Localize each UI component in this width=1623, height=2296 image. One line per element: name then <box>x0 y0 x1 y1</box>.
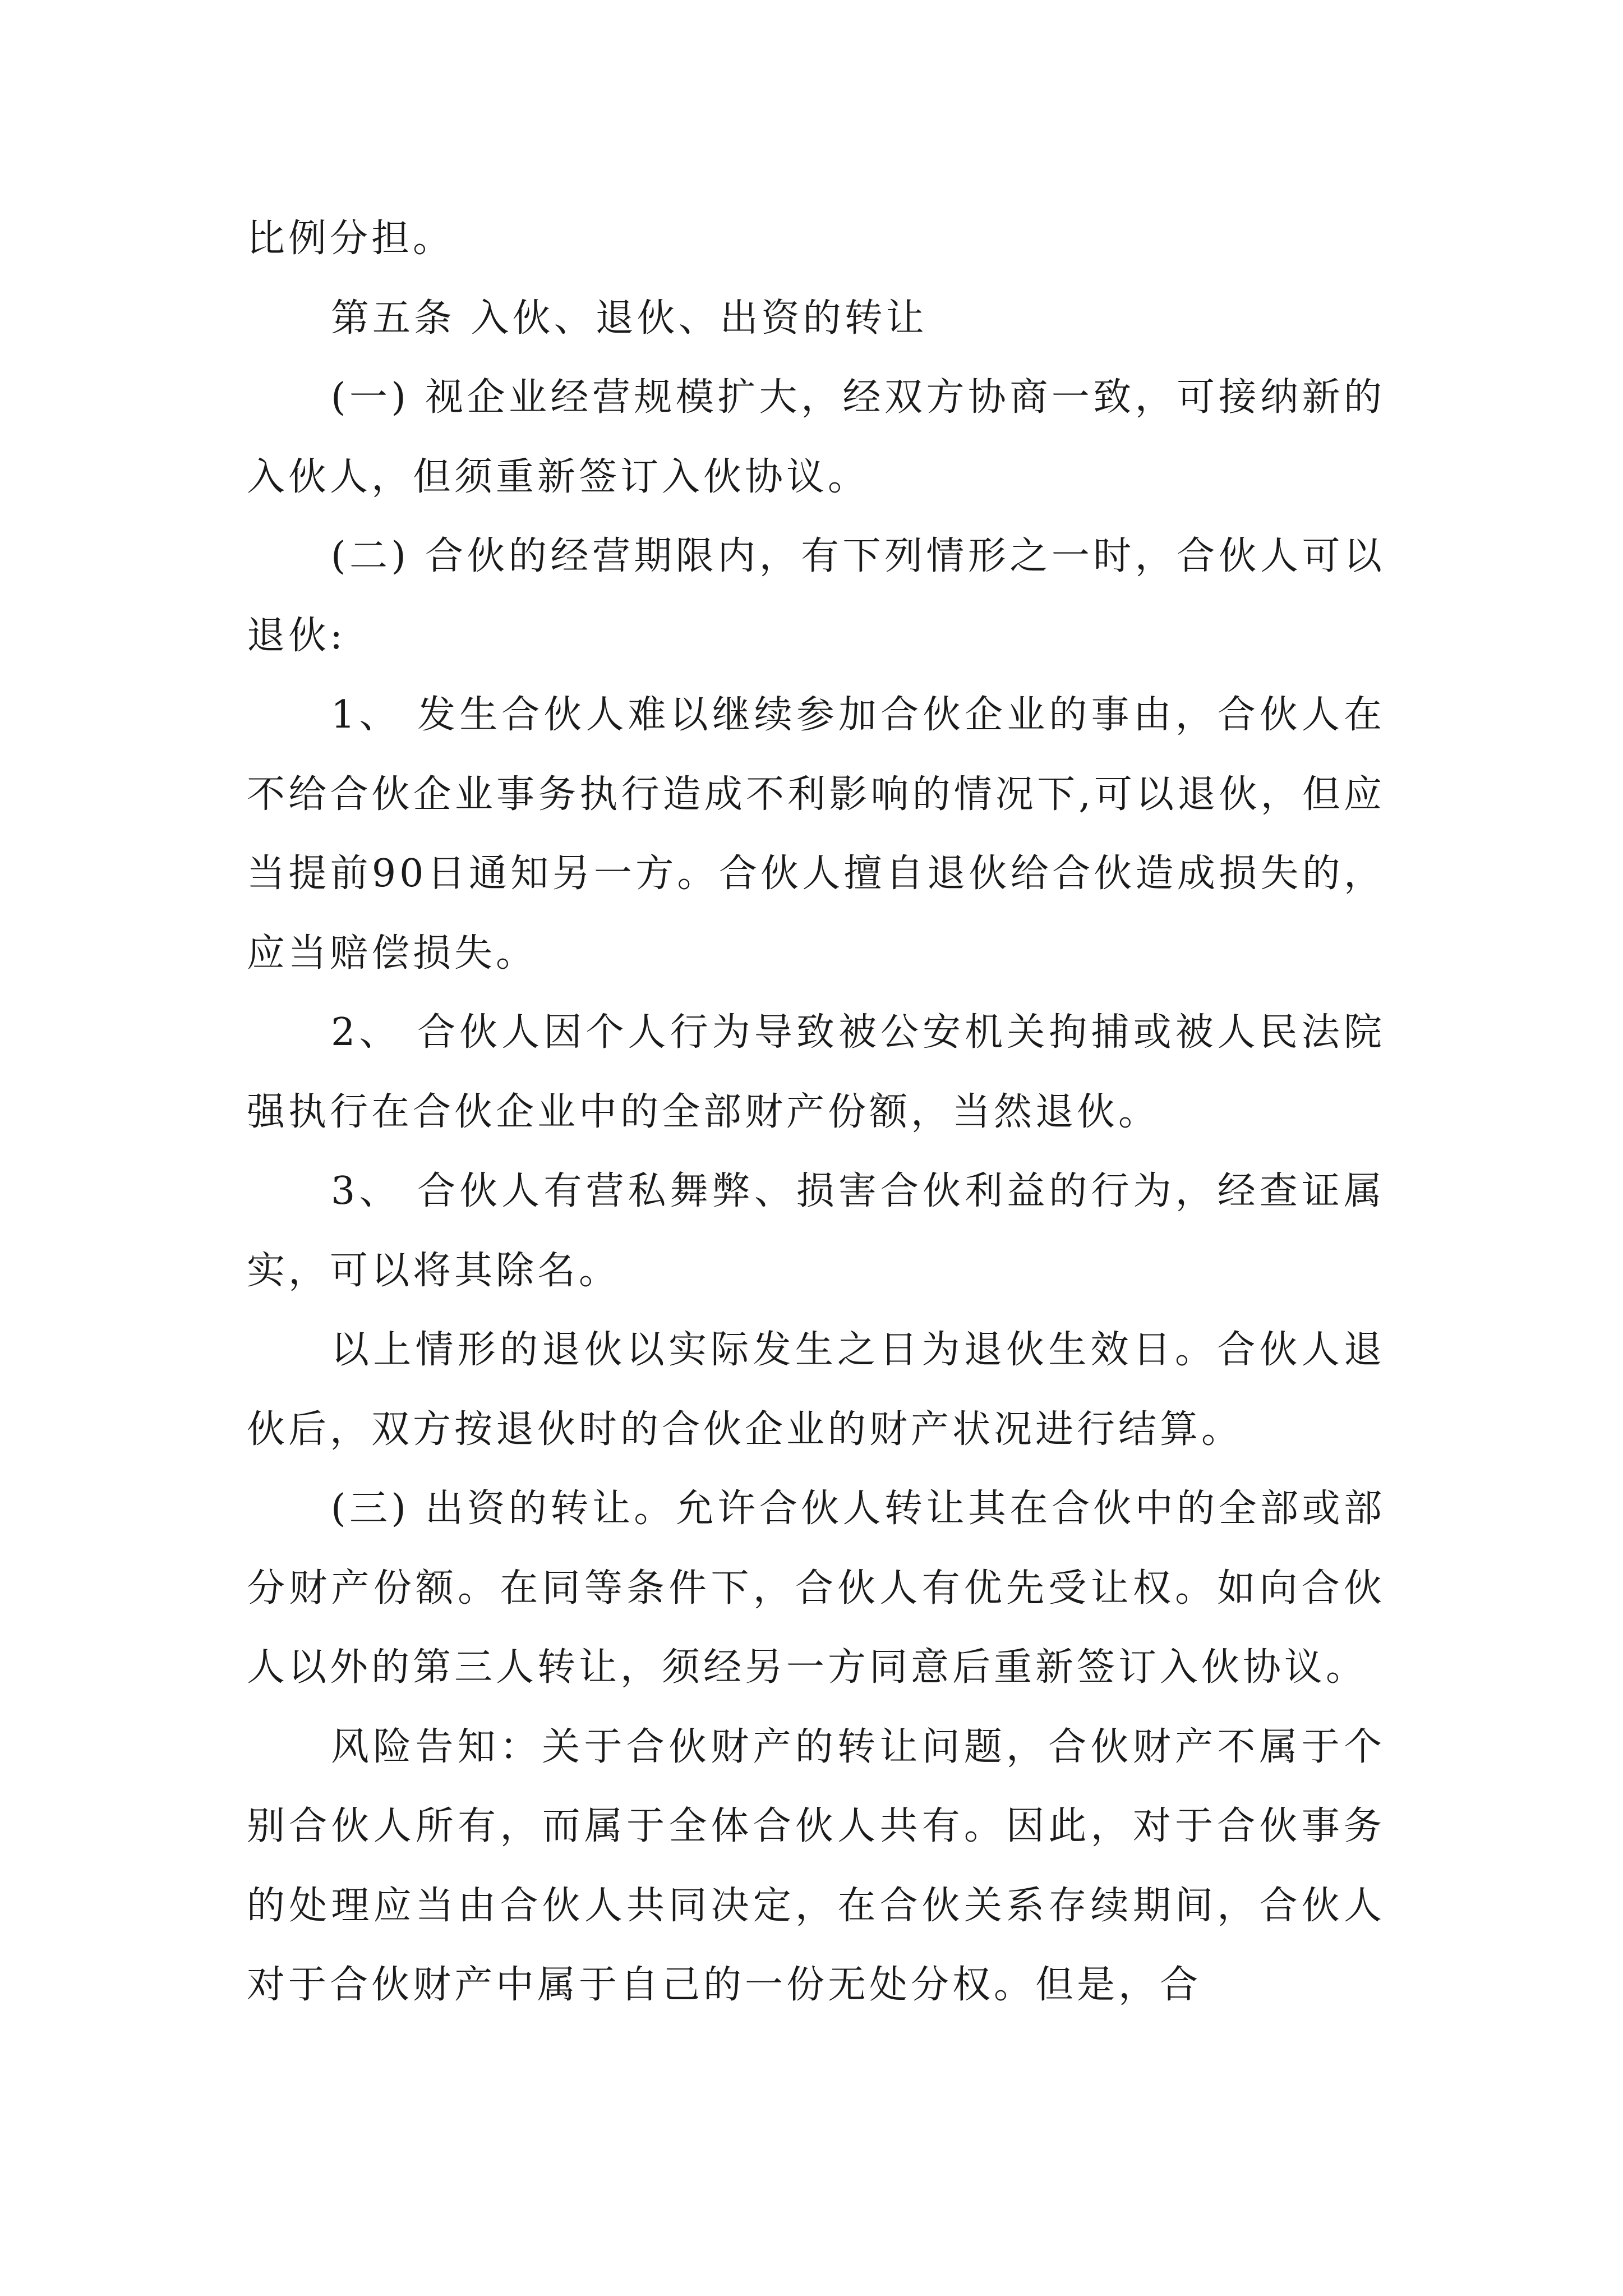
paragraph-risk-notice: 风险告知：关于合伙财产的转让问题，合伙财产不属于个别合伙人所有，而属于全体合伙人共有。因此，对于合伙事务的处理应当由合伙人共同决定，在合伙关系存续期间，合伙人对于合伙财产中属于自己的一份无处分权。但是，合 <box>247 1724 1385 2007</box>
paragraph-1: 比例分担。 <box>247 217 455 261</box>
paragraph-item-1: 1、 发生合伙人难以继续参加合伙企业的事由，合伙人在不给合伙企业事务执行造成不利影响的情况下,可以退伙，但应当提前90日通知另一方。合伙人擅自退伙给合伙造成损失的，应当赔偿损失。 <box>247 693 1385 976</box>
paragraph-effective-date: 以上情形的退伙以实际发生之日为退伙生效日。合伙人退伙后，双方按退伙时的合伙企业的财产状况进行结算。 <box>247 1328 1385 1452</box>
paragraph-item-3: 3、 合伙人有营私舞弊、损害合伙利益的行为，经查证属实，可以将其除名。 <box>247 1169 1385 1293</box>
paragraph-item-2: 2、 合伙人因个人行为导致被公安机关拘捕或被人民法院强执行在合伙企业中的全部财产份额，当然退伙。 <box>247 1010 1385 1134</box>
article-heading: 第五条 入伙、退伙、出资的转让 <box>331 296 928 341</box>
paragraph-transfer: (三) 出资的转让。允许合伙人转让其在合伙中的全部或部分财产份额。在同等条件下，合伙人有优先受让权。如向合伙人以外的第三人转让，须经另一方同意后重新签订入伙协议。 <box>247 1487 1385 1690</box>
document-body <box>247 199 1385 2025</box>
paragraph-admission: (一) 视企业经营规模扩大，经双方协商一致，可接纳新的入伙人，但须重新签订入伙协议。 <box>247 375 1385 499</box>
paragraph-withdrawal-conditions: (二) 合伙的经营期限内，有下列情形之一时，合伙人可以退伙: <box>247 534 1385 658</box>
